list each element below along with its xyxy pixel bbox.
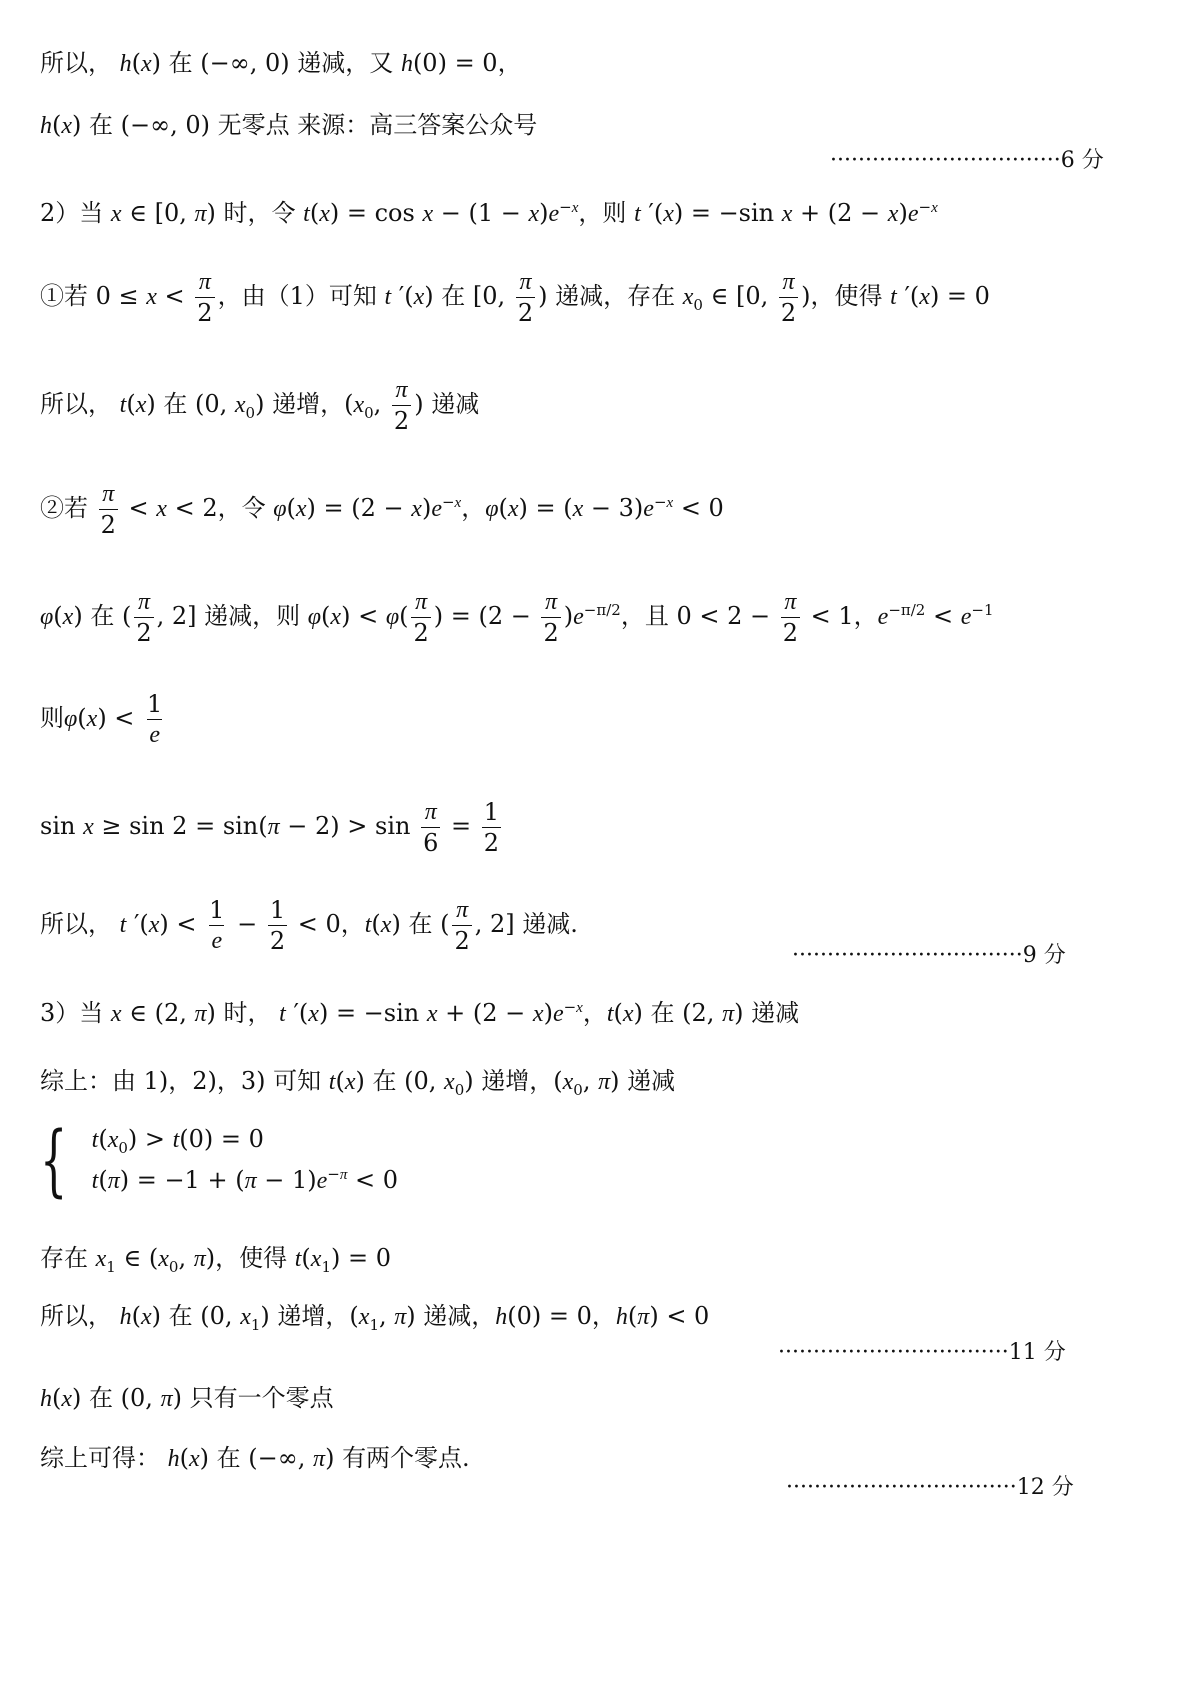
text-ze: ，则: [578, 199, 627, 227]
line-15: 所以， h(x) 在 (0, $x_1$) 递增，($x_1$, π) 递减，h(0) = 0，h(π) < 0: [40, 1302, 710, 1334]
text-suoyi: 所以，: [40, 49, 112, 77]
text-wulingdian: 无零点: [217, 111, 290, 139]
text-suoyi: 所以，: [40, 390, 112, 418]
line-5: 所以， t(x) 在 (0, $x_0$) 递增，($x_0$, $\frac{\pi}{2}$ ) 递减: [40, 377, 480, 435]
text-shide: ，使得: [810, 282, 883, 310]
text-you: ，又: [345, 49, 394, 77]
line-6: ②若 $\frac{\pi}{2}$ < x < 2，令 $\varphi(x) = (2 - x)e^{-x}$，$\varphi(x) = (x - 3)e^{-x} < 0$: [40, 481, 724, 539]
text-dijian: 递减: [423, 1302, 472, 1330]
text-dizeng: 递增: [272, 390, 321, 418]
text-zai: 在: [163, 390, 188, 418]
text-dizeng: 递增: [481, 1067, 530, 1095]
text-dang2: 2）当: [40, 199, 104, 227]
system-row-2: $t(\pi) = -1 + (\pi - 1)e^{-\pi} < 0$: [91, 1165, 398, 1194]
text-ling: ，令: [217, 494, 266, 522]
text-ruo1: ①若: [40, 282, 88, 310]
source-note: 来源：高三答案公众号: [297, 111, 538, 139]
line-8: 则φ(x) < $\frac{1}{e}$: [40, 690, 163, 748]
text-qie: ，且: [620, 602, 669, 630]
text-zai: 在: [441, 282, 466, 310]
text-suoyi: 所以，: [40, 1302, 112, 1330]
text-zai: 在: [168, 49, 193, 77]
text-zhiyou: 只有一个零点: [189, 1384, 334, 1412]
line-11: 3）当 x ∈ (2, π) 时， t ′(x) = −sin $x + (2 - x)e^{-x}$，t(x) 在 (2, π) 递减: [40, 998, 800, 1027]
text-dijian: 递减: [297, 49, 346, 77]
text-ze2: 则: [40, 704, 64, 732]
line-text-reference: 所以，h(x) 在 (−∞,0) 递减，又 h(0) = 0，h(x) 在 (−∞,0) 无零点 来源：高三答案公众号2）当 x∈[0,π) 时，令 t(x) = cos x − (1−x)e^(−x)，则 t′(x) = −sin x + (2−x)e^(−x)①若 0 ≤ x < π/2，由（1）可知 t′(x) 在 [0, π/2) 递减，存在 x0∈[0, π/2)，使得 t′(x) = 0所以，t(x) 在 (0,x0) 递增，(x0, π/2) 递减②若 π/2 < x < 2，令 φ(x) = (2−x)e^(−x)，φ(x) = (x−3)e^(−x) < 0φ(x) 在 (π/2, 2] 递减，则 φ(x) < φ(π/2) = (2 − π/2)e^(−π/2)，且 0 < 2 − π/2 < 1，e^(−π/2) < e^(−1)则 φ(x) < 1/esin x ≥ sin 2 = sin(π−2) > sin π/6 = 1/2所以，t′(x) < 1/e − 1/2 < 0，t(x) 在 (π/2, 2] 递减.3）当 x∈(2,π) 时，t′(x) = −sin x + (2−x)e^(−x)，t(x) 在 (2,π) 递减综上：由 1)，2)，3) 可知 t(x) 在 (0,x0) 递增，(x0,π) 递减t(x0) > t(0) = 0t(π) = −1 + (π−1)e^(−π) < 0存在 x1∈(x0,π)，使得 t(x1) = 0所以，h(x) 在 (0,x1) 递增，(x1,π) 递减，h(0) = 0，h(π) < 0h(x) 在 (0,π) 只有一个零点综上可得：h(x) 在 (−∞,π) 有两个零点.: [0, 1680, 432, 1681]
line-3: 2）当 x ∈ [0, π) 时，令 $t(x) = \cos x - (1 - x)e^{-x}$，则 t ′(x) = −sin $x + (2 - x)e^{-x}$: [40, 198, 938, 227]
line-10: 所以， t ′(x) < $\frac{1}{e}$ − $\frac{1}{2}$ < 0，t(x) 在 ( $\frac{\pi}{2}$ , 2] 递减.: [40, 896, 578, 955]
text-suoyi: 所以，: [40, 910, 112, 938]
text-dang3: 3）当: [40, 999, 104, 1027]
text-dijian: 递减: [555, 282, 604, 310]
text-zai: 在: [216, 1444, 241, 1472]
line-13-system: [40, 1116, 398, 1206]
text-youyi: ，由（1）可知: [217, 282, 377, 310]
line-4: ①若 0 ≤ x < $\frac{\pi}{2}$ ，由（1）可知 t ′(x) 在 [0, $\frac{\pi}{2}$ ) 递减，存在 $x_0$ ∈ [0, $\frac{\pi}{2}$ )，使得 t ′(x) = 0: [40, 269, 990, 327]
text-zai: 在: [372, 1067, 397, 1095]
text-cunzai2: 存在: [40, 1244, 88, 1272]
text-ruo2: ②若: [40, 494, 88, 522]
system-row-1: $t(x_0) > t(0) = 0$: [91, 1125, 264, 1158]
line-12: 综上：由 1)，2)，3) 可知 t(x) 在 (0, $x_0$) 递增，($x_0$, π) 递减: [40, 1067, 676, 1099]
line-9: sin x ≥ sin 2 = sin(π − 2) > sin $\frac{\pi}{6}$ = $\frac{1}{2}$: [40, 798, 500, 857]
text-shide: ，使得: [215, 1244, 288, 1272]
brace-icon: {: [40, 1116, 68, 1206]
text-zai: 在: [89, 1384, 114, 1412]
text-dijian: 递减: [431, 390, 480, 418]
text-cunzai: ，存在: [603, 282, 676, 310]
text-dijian: 递减: [751, 999, 800, 1027]
text-zongshang2: 综上可得：: [40, 1444, 160, 1472]
text-zai: 在: [650, 999, 675, 1027]
score-9: ·································9 分: [792, 943, 1066, 968]
text-shi3: 时，: [223, 999, 272, 1027]
text-period: 递减.: [522, 910, 578, 938]
text-dijian: 递减: [627, 1067, 676, 1095]
line-7: φ(x) 在 ( $\frac{\pi}{2}$ , 2] 递减，则 φ(x) < φ( $\frac{\pi}{2}$ ) = (2 − $\frac{\pi}{2}$ )$e^{-\pi/2}$，且 0 < 2 − $\frac{\pi}{2}$ < 1，$e^{-\pi/2} < e^{-1}$: [40, 589, 994, 647]
text-zai: 在: [168, 1302, 193, 1330]
line-1: 所以， h(x) 在 (−∞, 0) 递减，又 h(0) = 0，: [40, 49, 522, 77]
text-zongshang: 综上：由 1)，2)，3) 可知: [40, 1067, 322, 1095]
score-12: ·································12 分: [786, 1475, 1074, 1500]
score-6: ·································6 分: [830, 148, 1104, 173]
line-16: h(x) 在 (0, π) 只有一个零点: [40, 1384, 334, 1412]
text-zai: 在: [89, 111, 114, 139]
text-shi: 时，令: [223, 199, 296, 227]
text-zai: 在: [408, 910, 433, 938]
line-17: 综上可得： h(x) 在 (−∞, π) 有两个零点.: [40, 1444, 470, 1472]
text-lianglingdian: 有两个零点.: [342, 1444, 470, 1472]
line-2: h(x) 在 (−∞, 0) 无零点 来源：高三答案公众号: [40, 111, 538, 139]
text-dizeng: 递增: [277, 1302, 326, 1330]
score-11: ·································11 分: [778, 1340, 1066, 1365]
text-dijian: 递减: [204, 602, 253, 630]
line-14: 存在 $x_1$ ∈ ($x_0$, π)，使得 $t(x_1) = 0$: [40, 1244, 391, 1276]
text-zai: 在: [90, 602, 115, 630]
